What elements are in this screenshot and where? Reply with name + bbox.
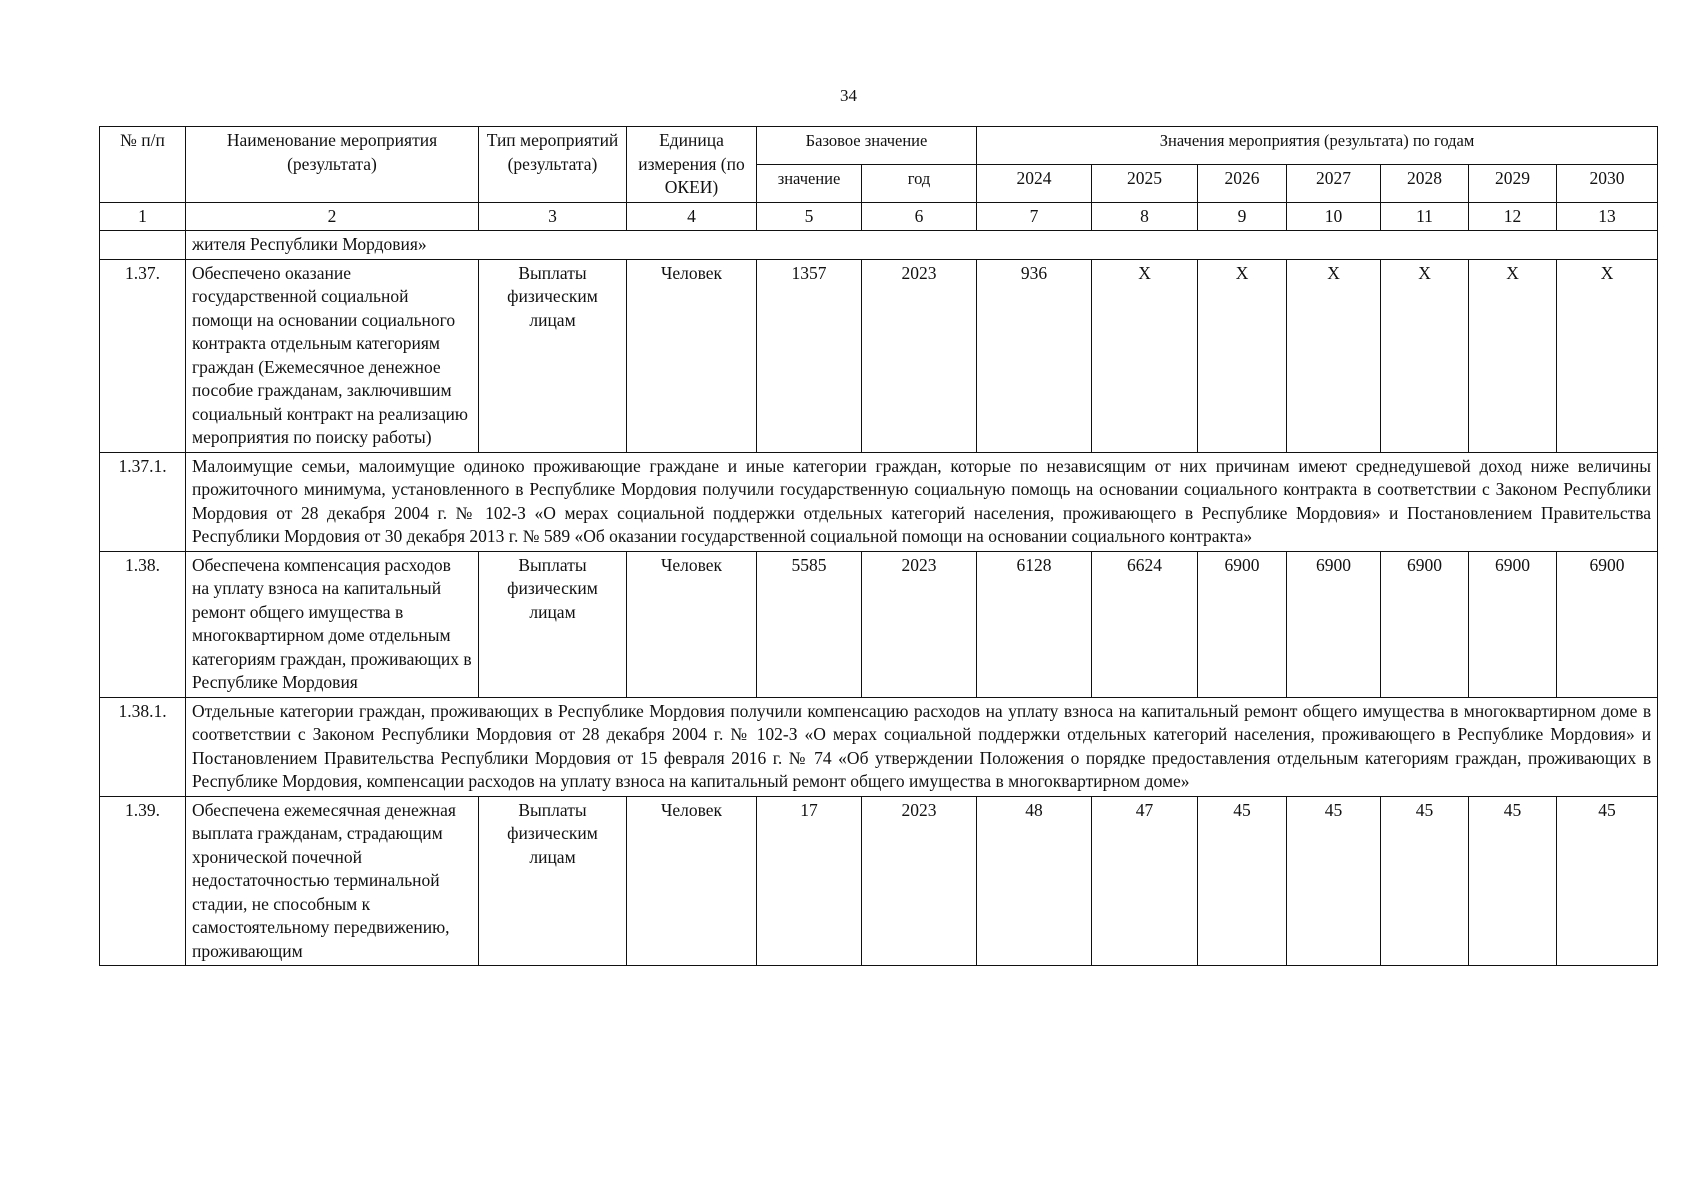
row-type: Выплаты физическим лицам <box>479 796 627 966</box>
row-description: Отдельные категории граждан, проживающих в Республике Мордовия получили компенсацию расходов на уплату взноса на капитальный ремонт общего имущества в многоквартирном доме в соответствии с Законом Республики Мордовия от 28 декабря 2004 г. № 102-З «О мерах социальной поддержки отдельных категорий населения, проживающего в Республике Мордовия» и Постановлением Правительства Республики Мордовия от 15 февраля 2016 г. № 74 «Об утверждении Положения о порядке предоставления отдельным категориям граждан, проживающих в Республике Мордовия, компенсации расходов на уплату взноса на капитальный ремонт общего имущества в многоквартирном доме» <box>186 697 1658 796</box>
row-description: Малоимущие семьи, малоимущие одиноко проживающие граждане и иные категории граждан, которые по независящим от них причинам имеют среднедушевой доход ниже величины прожиточного минимума, установленного в Республике Мордовия получили государственную социальную помощь на основании социального контракта в соответствии с Законом Республики Мордовия от 28 декабря 2004 г. № 102-З «О мерах социальной поддержки отдельных категорий населения, проживающего в Республике Мордовия» и Постановлением Правительства Республики Мордовия от 30 декабря 2013 г. № 589 «Об оказании государственной социальной помощи на основании социального контракта» <box>186 452 1658 551</box>
row-value-2024: 6128 <box>977 551 1092 697</box>
column-number: 11 <box>1381 202 1469 231</box>
row-value-2027: X <box>1287 259 1381 452</box>
row-value-2030: 6900 <box>1557 551 1658 697</box>
column-number: 4 <box>627 202 757 231</box>
row-number: 1.37.1. <box>100 452 186 551</box>
row-number: 1.38. <box>100 551 186 697</box>
row-base-year: 2023 <box>862 796 977 966</box>
header-year-2026: 2026 <box>1198 164 1287 202</box>
row-value-2027: 6900 <box>1287 551 1381 697</box>
header-type: Тип мероприятий (результата) <box>479 127 627 203</box>
column-number: 7 <box>977 202 1092 231</box>
column-number: 3 <box>479 202 627 231</box>
header-base-year: год <box>862 164 977 202</box>
row-base-year: 2023 <box>862 551 977 697</box>
row-name: Обеспечено оказание государственной социальной помощи на основании социального контракта отдельным категориям граждан (Ежемесячное денежное пособие гражданам, заключившим социальный контракт на реализацию мероприятия по поиску работы) <box>186 259 479 452</box>
row-value-2029: X <box>1469 259 1557 452</box>
header-num: № п/п <box>100 127 186 203</box>
row-base-value: 1357 <box>757 259 862 452</box>
row-unit: Человек <box>627 551 757 697</box>
continuation-num-cell <box>100 231 186 260</box>
table-row <box>100 796 1658 966</box>
row-value-2028: 45 <box>1381 796 1469 966</box>
row-unit: Человек <box>627 259 757 452</box>
row-number: 1.38.1. <box>100 697 186 796</box>
row-value-2029: 45 <box>1469 796 1557 966</box>
row-unit: Человек <box>627 796 757 966</box>
page-number: 34 <box>840 86 857 105</box>
column-number: 13 <box>1557 202 1658 231</box>
row-value-2030: X <box>1557 259 1658 452</box>
header-year-2024: 2024 <box>977 164 1092 202</box>
row-value-2024: 936 <box>977 259 1092 452</box>
column-number: 9 <box>1198 202 1287 231</box>
row-value-2026: 6900 <box>1198 551 1287 697</box>
header-unit: Единица измерения (по ОКЕИ) <box>627 127 757 203</box>
table-row <box>100 697 1658 796</box>
row-number: 1.39. <box>100 796 186 966</box>
column-number: 6 <box>862 202 977 231</box>
table-row <box>100 551 1658 697</box>
header-name: Наименование мероприятия (результата) <box>186 127 479 203</box>
header-base: Базовое значение <box>757 127 977 165</box>
row-value-2028: X <box>1381 259 1469 452</box>
header-year-2030: 2030 <box>1557 164 1658 202</box>
row-value-2030: 45 <box>1557 796 1658 966</box>
table-row <box>100 259 1658 452</box>
row-value-2028: 6900 <box>1381 551 1469 697</box>
header-year-2027: 2027 <box>1287 164 1381 202</box>
row-base-year: 2023 <box>862 259 977 452</box>
row-number: 1.37. <box>100 259 186 452</box>
row-value-2025: 6624 <box>1092 551 1198 697</box>
header-row-1 <box>100 127 1658 165</box>
column-number: 2 <box>186 202 479 231</box>
row-value-2026: X <box>1198 259 1287 452</box>
header-year-2025: 2025 <box>1092 164 1198 202</box>
row-value-2025: X <box>1092 259 1198 452</box>
column-number: 12 <box>1469 202 1557 231</box>
row-value-2027: 45 <box>1287 796 1381 966</box>
column-number: 5 <box>757 202 862 231</box>
table-row <box>100 452 1658 551</box>
row-name: Обеспечена компенсация расходов на уплату взноса на капитальный ремонт общего имущества в многоквартирном доме отдельным категориям граждан, проживающих в Республике Мордовия <box>186 551 479 697</box>
row-type: Выплаты физическим лицам <box>479 551 627 697</box>
row-type: Выплаты физическим лицам <box>479 259 627 452</box>
row-name: Обеспечена ежемесячная денежная выплата гражданам, страдающим хронической почечной недостаточностью терминальной стадии, не способным к самостоятельному передвижению, проживающим <box>186 796 479 966</box>
row-value-2029: 6900 <box>1469 551 1557 697</box>
column-number: 10 <box>1287 202 1381 231</box>
header-base-value: значение <box>757 164 862 202</box>
row-base-value: 5585 <box>757 551 862 697</box>
column-numbers-row <box>100 202 1658 231</box>
header-year-2028: 2028 <box>1381 164 1469 202</box>
column-number: 8 <box>1092 202 1198 231</box>
row-value-2026: 45 <box>1198 796 1287 966</box>
column-number: 1 <box>100 202 186 231</box>
header-year-2029: 2029 <box>1469 164 1557 202</box>
row-value-2024: 48 <box>977 796 1092 966</box>
continuation-row <box>100 231 1658 260</box>
indicators-table <box>99 126 1658 966</box>
row-value-2025: 47 <box>1092 796 1198 966</box>
row-base-value: 17 <box>757 796 862 966</box>
continuation-text: жителя Республики Мордовия» <box>186 231 1658 260</box>
header-years: Значения мероприятия (результата) по годам <box>977 127 1658 165</box>
